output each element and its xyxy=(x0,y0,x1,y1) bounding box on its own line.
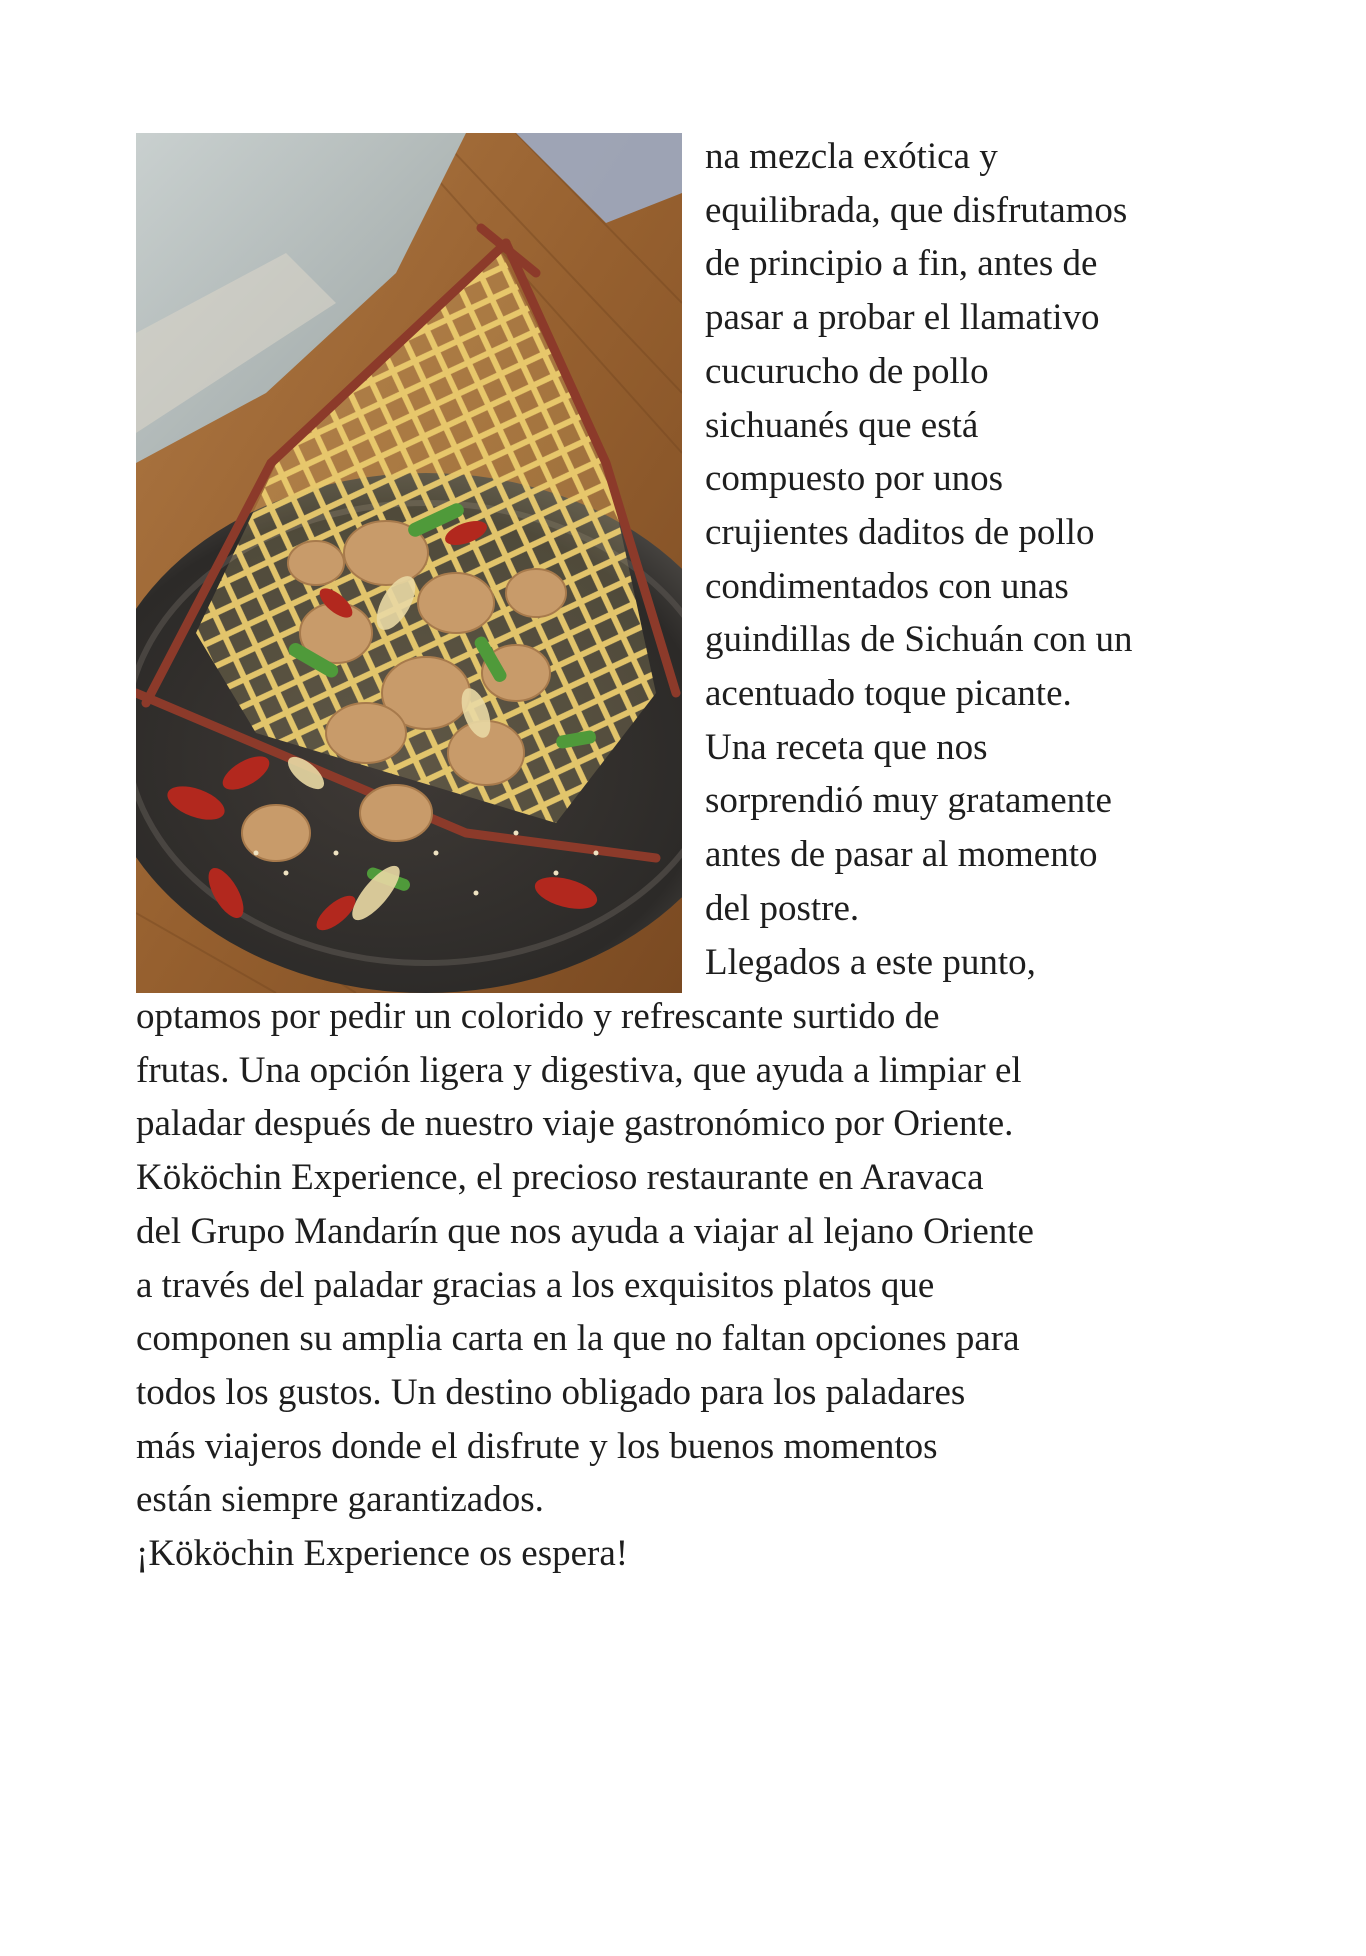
text-line: antes de pasar al momento xyxy=(705,834,1098,876)
text-line: na mezcla exótica y xyxy=(705,136,998,177)
closing-line: ¡Kököchin Experience os espera! xyxy=(136,1533,629,1575)
text-line: del postre. xyxy=(705,887,860,929)
text-line: todos los gustos. Un destino obligado para los paladares xyxy=(136,1371,966,1413)
full-width-paragraph xyxy=(136,990,1246,1581)
text-line: crujientes daditos de pollo xyxy=(705,511,1095,553)
text-line: pasar a probar el llamativo xyxy=(705,297,1100,339)
text-line: Una receta que nos xyxy=(705,726,988,768)
text-line: a través del paladar gracias a los exquisitos platos que xyxy=(136,1264,935,1306)
text-line: compuesto por unos xyxy=(705,458,1004,500)
text-line: están siempre garantizados. xyxy=(136,1479,544,1521)
text-line: guindillas de Sichuán con un xyxy=(705,619,1133,661)
text-line: cucurucho de pollo xyxy=(705,350,989,392)
text-line: Kököchin Experience, el precioso restaurante en Aravaca xyxy=(136,1157,984,1199)
text-line: de principio a fin, antes de xyxy=(705,243,1098,285)
text-line: del Grupo Mandarín que nos ayuda a viajar al lejano Oriente xyxy=(136,1210,1034,1252)
text-line: Llegados a este punto, xyxy=(705,941,1036,983)
text-line: componen su amplia carta en la que no faltan opciones para xyxy=(136,1318,1020,1360)
text-line: acentuado toque picante. xyxy=(705,673,1072,715)
dish-photo xyxy=(136,133,682,993)
text-line: optamos por pedir un colorido y refrescante surtido de xyxy=(136,996,940,1037)
text-line: paladar después de nuestro viaje gastronómico por Oriente. xyxy=(136,1103,1014,1145)
text-line: sorprendió muy gratamente xyxy=(705,780,1112,822)
wrapped-paragraph xyxy=(705,130,1245,989)
sichuan-chicken-cone-illustration xyxy=(136,133,682,993)
text-line: equilibrada, que disfrutamos xyxy=(705,189,1128,231)
text-line: frutas. Una opción ligera y digestiva, que ayuda a limpiar el xyxy=(136,1049,1022,1091)
text-line: más viajeros donde el disfrute y los buenos momentos xyxy=(136,1425,938,1467)
text-line: sichuanés que está xyxy=(705,404,979,446)
text-line: condimentados con unas xyxy=(705,565,1069,607)
